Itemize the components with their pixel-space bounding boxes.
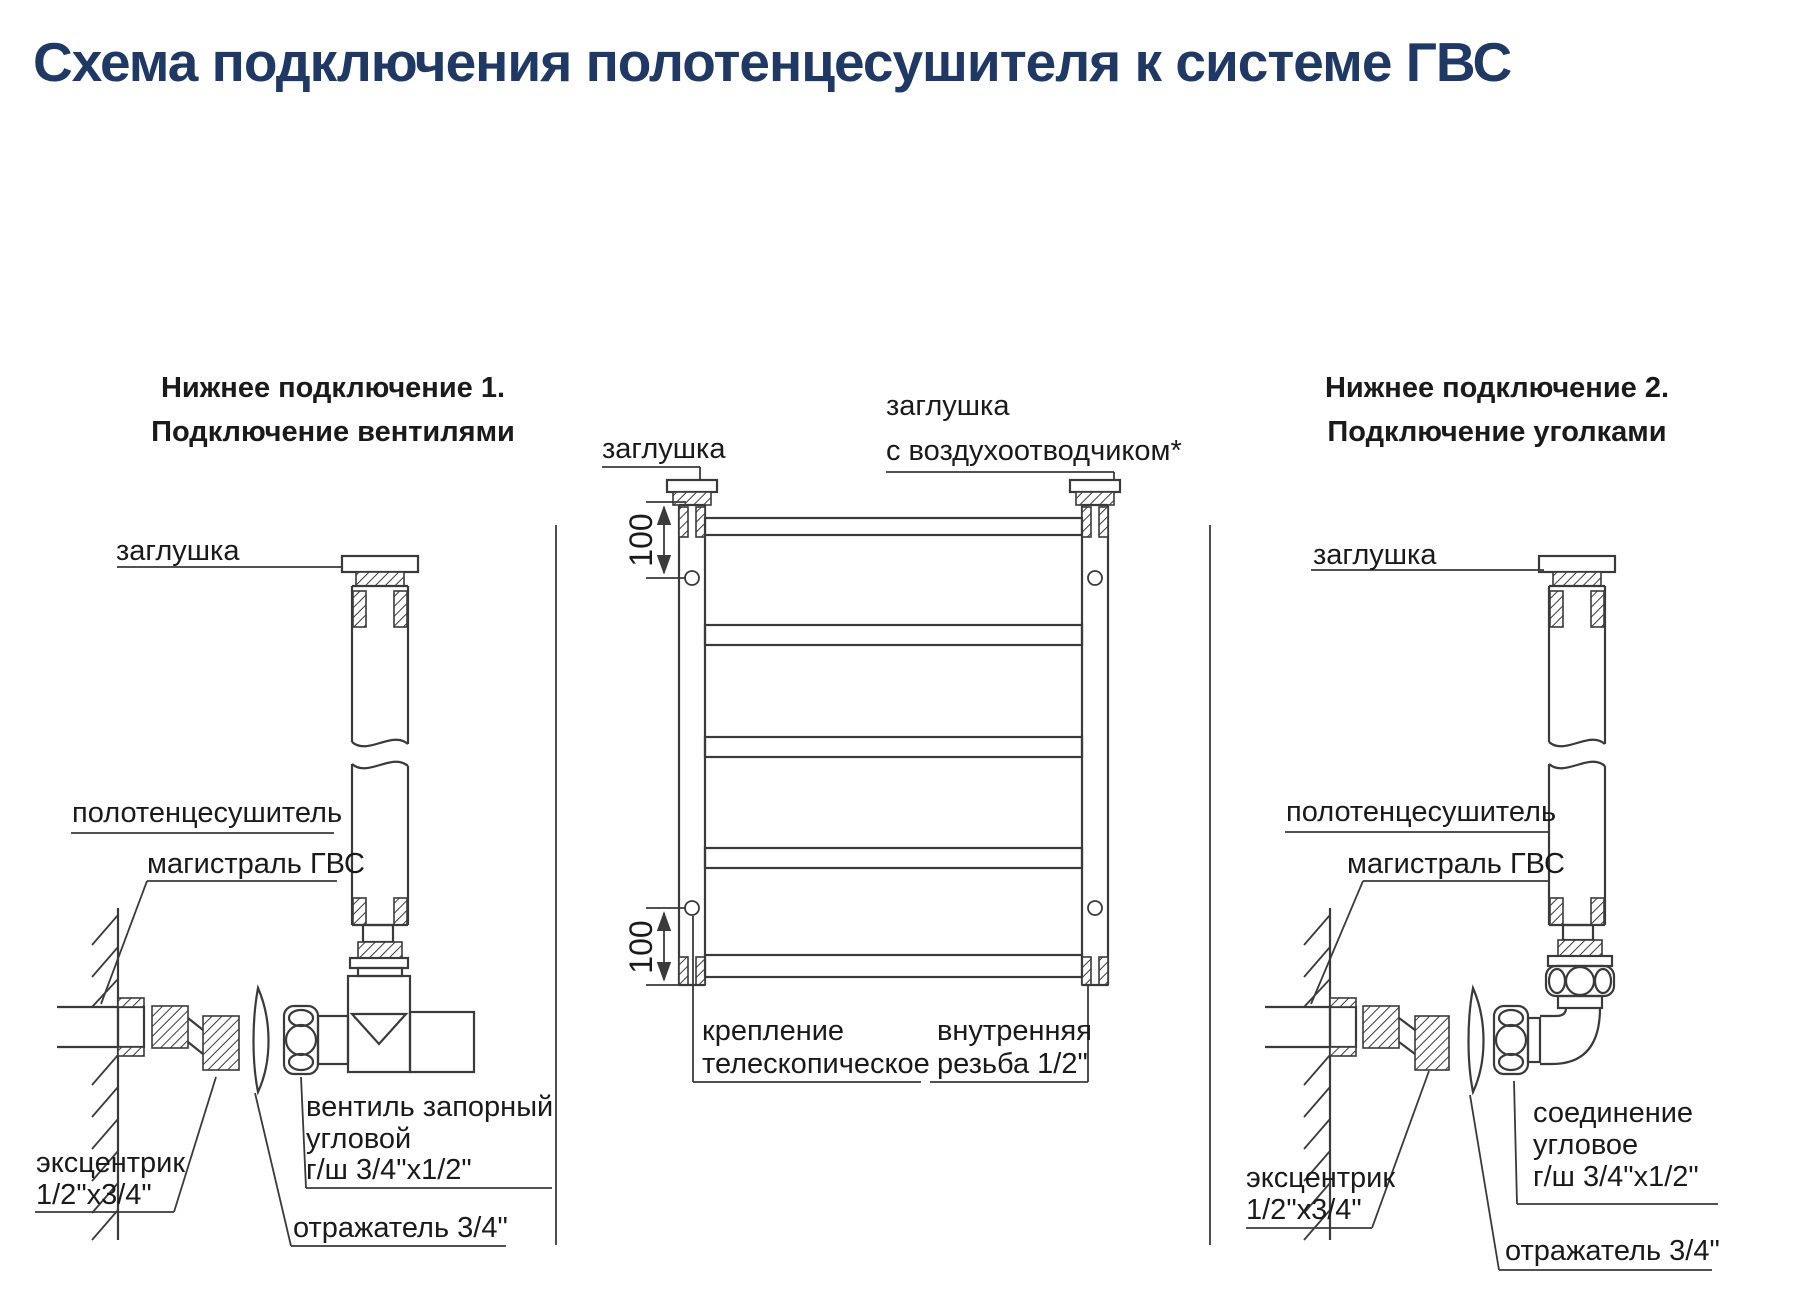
left-eccentric-label-line1: эксцентрик [36, 1147, 186, 1179]
towel-rail-ladder-drawing [667, 480, 1120, 985]
dimension-top-value: 100 [623, 513, 659, 567]
left-eccentric-drawing [152, 1006, 239, 1070]
left-leader-lines [35, 567, 552, 1246]
left-section-heading-line2: Подключение вентилями [151, 416, 515, 448]
right-reflector-drawing [1469, 988, 1484, 1092]
right-corner-label-line2: угловое [1533, 1129, 1639, 1161]
middle-cap-left-label: заглушка [602, 433, 726, 465]
left-hot-water-pipe-drawing [57, 998, 144, 1056]
middle-bracket-label-line1: крепление [702, 1015, 845, 1047]
middle-bracket-label-line2: телескопическое [702, 1048, 930, 1080]
left-valve-label-line1: вентиль запорный [306, 1091, 554, 1123]
left-eccentric-label-line2: 1/2"x3/4" [36, 1179, 152, 1211]
middle-thread-label-line2: резьба 1/2" [937, 1048, 1088, 1080]
left-hot-water-main-label: магистраль ГВС [147, 848, 365, 880]
right-section-heading-line2: Подключение уголками [1327, 416, 1667, 448]
right-eccentric-label-line2: 1/2"x3/4" [1246, 1194, 1362, 1226]
left-valve-label-line3: г/ш 3/4"x1/2" [306, 1154, 472, 1186]
left-reflector-label: отражатель 3/4" [293, 1212, 508, 1244]
right-corner-label-line3: г/ш 3/4"x1/2" [1533, 1161, 1699, 1193]
dimension-top-100 [623, 502, 686, 578]
middle-cap-right-label-line2: с воздухоотводчиком* [886, 435, 1182, 467]
middle-cap-right-label-line1: заглушка [886, 390, 1010, 422]
dimension-bottom-value: 100 [623, 920, 659, 974]
dimension-bottom-100 [623, 908, 686, 985]
right-hot-water-main-label: магистраль ГВС [1347, 848, 1565, 880]
left-cap-label: заглушка [116, 535, 240, 567]
left-angle-valve-drawing [284, 925, 474, 1074]
right-reflector-label: отражатель 3/4" [1505, 1235, 1720, 1267]
left-towel-rail-label: полотенцесушитель [72, 797, 343, 829]
right-corner-label-line1: соединение [1533, 1097, 1694, 1129]
right-eccentric-drawing [1363, 1006, 1449, 1070]
right-towel-rail-label: полотенцесушитель [1286, 796, 1557, 828]
left-valve-label-line2: угловой [306, 1123, 412, 1155]
page-title: Схема подключения полотенцесушителя к системе ГВС [33, 31, 1512, 93]
right-eccentric-label-line1: эксцентрик [1246, 1162, 1396, 1194]
right-corner-fitting-drawing [1494, 925, 1614, 1074]
right-hot-water-pipe-drawing [1265, 998, 1356, 1056]
right-cap-label: заглушка [1313, 539, 1437, 571]
left-section-heading-line1: Нижнее подключение 1. [160, 372, 506, 404]
middle-thread-label-line1: внутренняя [937, 1015, 1092, 1047]
left-reflector-drawing [254, 988, 269, 1092]
right-section-heading-line1: Нижнее подключение 2. [1324, 372, 1670, 404]
